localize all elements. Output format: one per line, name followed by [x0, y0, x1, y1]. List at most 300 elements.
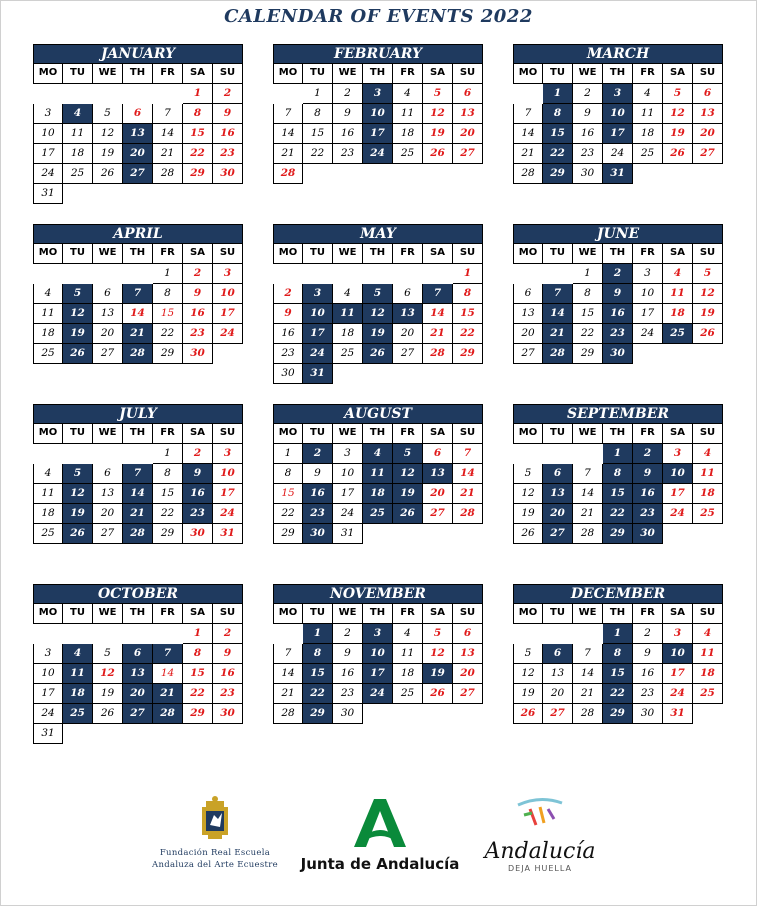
weekday-label: SA: [183, 64, 213, 84]
day-cell: 18: [33, 504, 63, 524]
day-cell: 4: [393, 84, 423, 104]
month-header: MARCH: [513, 44, 723, 64]
weekday-label: MO: [513, 64, 543, 84]
day-cell: 20: [93, 504, 123, 524]
day-cell: 6: [123, 104, 153, 124]
day-cell: 14: [573, 664, 603, 684]
day-cell: 30: [633, 704, 663, 724]
empty-cell: [93, 84, 123, 104]
empty-cell: [573, 444, 603, 464]
month-days-grid: [273, 64, 483, 184]
day-cell: 11: [63, 664, 93, 684]
weekday-label: MO: [513, 244, 543, 264]
day-cell: 27: [93, 344, 123, 364]
weekday-label: SA: [423, 64, 453, 84]
day-cell: 28: [573, 704, 603, 724]
empty-cell: [63, 264, 93, 284]
day-cell: 1: [183, 84, 213, 104]
day-cell: 1: [303, 624, 333, 644]
day-cell: 3: [663, 444, 693, 464]
day-cell: 12: [513, 484, 543, 504]
day-cell: 26: [693, 324, 723, 344]
weekday-label: MO: [513, 424, 543, 444]
day-cell: 3: [603, 84, 633, 104]
empty-cell: [93, 444, 123, 464]
day-cell: 28: [423, 344, 453, 364]
day-cell: 8: [183, 644, 213, 664]
day-cell: 29: [543, 164, 573, 184]
month-july: [33, 404, 243, 544]
day-cell: 21: [153, 684, 183, 704]
empty-cell: [273, 84, 303, 104]
day-cell: 9: [573, 104, 603, 124]
empty-cell: [273, 264, 303, 284]
day-cell: 26: [63, 344, 93, 364]
day-cell: 23: [213, 144, 243, 164]
day-cell: 25: [63, 164, 93, 184]
day-cell: 5: [63, 464, 93, 484]
day-cell: 19: [693, 304, 723, 324]
weekday-label: MO: [273, 64, 303, 84]
day-cell: 3: [33, 104, 63, 124]
day-cell: 16: [633, 484, 663, 504]
weekday-label: SU: [693, 604, 723, 624]
weekday-label: TU: [303, 604, 333, 624]
day-cell: 11: [633, 104, 663, 124]
day-cell: 15: [303, 664, 333, 684]
day-cell: 29: [183, 704, 213, 724]
day-cell: 11: [33, 304, 63, 324]
day-cell: 23: [633, 684, 663, 704]
day-cell: 27: [423, 504, 453, 524]
day-cell: 1: [153, 264, 183, 284]
day-cell: 24: [663, 504, 693, 524]
weekday-label: TU: [543, 604, 573, 624]
day-cell: 22: [603, 684, 633, 704]
day-cell: 22: [573, 324, 603, 344]
day-cell: 31: [33, 184, 63, 204]
weekday-label: SA: [183, 604, 213, 624]
weekday-label: TU: [303, 424, 333, 444]
month-days-grid: [513, 424, 723, 544]
weekday-label: TH: [123, 424, 153, 444]
day-cell: 10: [213, 464, 243, 484]
day-cell: 5: [363, 284, 393, 304]
day-cell: 10: [33, 664, 63, 684]
day-cell: 26: [363, 344, 393, 364]
month-days-grid: [33, 604, 243, 744]
weekday-label: FR: [153, 64, 183, 84]
weekday-label: FR: [633, 424, 663, 444]
weekday-label: SU: [453, 64, 483, 84]
day-cell: 3: [633, 264, 663, 284]
day-cell: 13: [693, 104, 723, 124]
day-cell: 26: [393, 504, 423, 524]
day-cell: 7: [423, 284, 453, 304]
day-cell: 22: [153, 504, 183, 524]
day-cell: 18: [33, 324, 63, 344]
day-cell: 15: [603, 664, 633, 684]
weekday-label: WE: [333, 244, 363, 264]
day-cell: 21: [573, 504, 603, 524]
day-cell: 22: [183, 684, 213, 704]
day-cell: 13: [453, 104, 483, 124]
day-cell: 22: [183, 144, 213, 164]
fundacion-logo: [140, 795, 290, 871]
weekday-label: WE: [93, 424, 123, 444]
day-cell: 18: [63, 684, 93, 704]
empty-cell: [273, 624, 303, 644]
day-cell: 7: [153, 644, 183, 664]
day-cell: 20: [93, 324, 123, 344]
day-cell: 21: [153, 144, 183, 164]
day-cell: 6: [543, 464, 573, 484]
empty-cell: [303, 264, 333, 284]
day-cell: 30: [183, 344, 213, 364]
weekday-label: MO: [513, 604, 543, 624]
weekday-label: FR: [633, 64, 663, 84]
day-cell: 19: [63, 504, 93, 524]
day-cell: 26: [513, 524, 543, 544]
empty-cell: [123, 264, 153, 284]
day-cell: 16: [183, 304, 213, 324]
day-cell: 8: [573, 284, 603, 304]
weekday-label: TU: [303, 244, 333, 264]
day-cell: 3: [303, 284, 333, 304]
day-cell: 5: [693, 264, 723, 284]
day-cell: 5: [423, 84, 453, 104]
day-cell: 8: [303, 644, 333, 664]
weekday-label: TU: [543, 424, 573, 444]
empty-cell: [93, 624, 123, 644]
month-may: [273, 224, 483, 384]
day-cell: 15: [273, 484, 303, 504]
day-cell: 2: [633, 624, 663, 644]
weekday-label: TH: [123, 244, 153, 264]
day-cell: 2: [183, 264, 213, 284]
day-cell: 23: [303, 504, 333, 524]
day-cell: 7: [543, 284, 573, 304]
day-cell: 13: [453, 644, 483, 664]
day-cell: 20: [123, 144, 153, 164]
day-cell: 17: [633, 304, 663, 324]
day-cell: 17: [333, 484, 363, 504]
day-cell: 14: [153, 124, 183, 144]
day-cell: 16: [303, 484, 333, 504]
day-cell: 24: [603, 144, 633, 164]
day-cell: 17: [213, 304, 243, 324]
day-cell: 28: [513, 164, 543, 184]
day-cell: 19: [423, 664, 453, 684]
day-cell: 9: [333, 644, 363, 664]
day-cell: 18: [633, 124, 663, 144]
day-cell: 3: [663, 624, 693, 644]
day-cell: 30: [333, 704, 363, 724]
day-cell: 5: [513, 464, 543, 484]
empty-cell: [63, 84, 93, 104]
day-cell: 16: [213, 664, 243, 684]
day-cell: 21: [273, 144, 303, 164]
day-cell: 12: [93, 124, 123, 144]
page-title: CALENDAR OF EVENTS 2022: [224, 6, 533, 27]
day-cell: 10: [363, 644, 393, 664]
day-cell: 25: [393, 144, 423, 164]
weekday-label: WE: [333, 64, 363, 84]
day-cell: 16: [183, 484, 213, 504]
day-cell: 13: [543, 664, 573, 684]
day-cell: 8: [543, 104, 573, 124]
empty-cell: [573, 624, 603, 644]
weekday-label: WE: [333, 604, 363, 624]
day-cell: 9: [633, 464, 663, 484]
empty-cell: [63, 624, 93, 644]
weekday-label: SA: [183, 244, 213, 264]
weekday-label: TH: [603, 604, 633, 624]
day-cell: 18: [363, 484, 393, 504]
day-cell: 22: [303, 684, 333, 704]
weekday-label: SU: [693, 64, 723, 84]
day-cell: 25: [363, 504, 393, 524]
empty-cell: [63, 444, 93, 464]
month-header: MAY: [273, 224, 483, 244]
day-cell: 8: [303, 104, 333, 124]
weekday-label: SA: [663, 604, 693, 624]
day-cell: 2: [603, 264, 633, 284]
day-cell: 15: [573, 304, 603, 324]
day-cell: 4: [363, 444, 393, 464]
day-cell: 12: [63, 484, 93, 504]
day-cell: 17: [303, 324, 333, 344]
day-cell: 14: [273, 124, 303, 144]
day-cell: 9: [213, 104, 243, 124]
month-november: [273, 584, 483, 724]
day-cell: 6: [453, 624, 483, 644]
day-cell: 6: [93, 464, 123, 484]
day-cell: 23: [633, 504, 663, 524]
day-cell: 25: [333, 344, 363, 364]
day-cell: 25: [33, 344, 63, 364]
day-cell: 3: [213, 264, 243, 284]
weekday-label: FR: [633, 244, 663, 264]
day-cell: 3: [333, 444, 363, 464]
day-cell: 23: [213, 684, 243, 704]
weekday-label: TH: [603, 424, 633, 444]
day-cell: 15: [183, 124, 213, 144]
month-days-grid: [33, 244, 243, 364]
empty-cell: [543, 264, 573, 284]
day-cell: 2: [213, 84, 243, 104]
day-cell: 19: [513, 504, 543, 524]
weekday-label: MO: [33, 244, 63, 264]
day-cell: 15: [453, 304, 483, 324]
day-cell: 1: [603, 444, 633, 464]
day-cell: 7: [453, 444, 483, 464]
weekday-label: WE: [573, 424, 603, 444]
day-cell: 10: [363, 104, 393, 124]
day-cell: 4: [33, 284, 63, 304]
day-cell: 25: [633, 144, 663, 164]
day-cell: 28: [453, 504, 483, 524]
day-cell: 24: [663, 684, 693, 704]
day-cell: 14: [543, 304, 573, 324]
day-cell: 17: [603, 124, 633, 144]
weekday-label: WE: [573, 64, 603, 84]
day-cell: 19: [393, 484, 423, 504]
weekday-label: MO: [273, 244, 303, 264]
day-cell: 19: [93, 684, 123, 704]
month-days-grid: [513, 64, 723, 184]
empty-cell: [33, 264, 63, 284]
month-june: [513, 224, 723, 364]
weekday-label: TH: [363, 604, 393, 624]
day-cell: 7: [513, 104, 543, 124]
day-cell: 6: [453, 84, 483, 104]
day-cell: 20: [543, 684, 573, 704]
day-cell: 11: [693, 644, 723, 664]
day-cell: 13: [513, 304, 543, 324]
day-cell: 13: [93, 484, 123, 504]
month-header: OCTOBER: [33, 584, 243, 604]
day-cell: 25: [63, 704, 93, 724]
month-days-grid: [33, 64, 243, 204]
day-cell: 24: [213, 324, 243, 344]
day-cell: 23: [333, 144, 363, 164]
weekday-label: FR: [393, 604, 423, 624]
day-cell: 24: [33, 704, 63, 724]
weekday-label: TU: [303, 64, 333, 84]
day-cell: 25: [663, 324, 693, 344]
empty-cell: [153, 84, 183, 104]
month-header: APRIL: [33, 224, 243, 244]
day-cell: 30: [603, 344, 633, 364]
day-cell: 14: [153, 664, 183, 684]
day-cell: 20: [423, 484, 453, 504]
weekday-label: TU: [63, 244, 93, 264]
month-september: [513, 404, 723, 544]
day-cell: 8: [273, 464, 303, 484]
weekday-label: MO: [273, 604, 303, 624]
day-cell: 12: [423, 104, 453, 124]
day-cell: 30: [573, 164, 603, 184]
day-cell: 27: [453, 144, 483, 164]
day-cell: 17: [213, 484, 243, 504]
day-cell: 28: [123, 524, 153, 544]
month-header: JULY: [33, 404, 243, 424]
day-cell: 30: [213, 164, 243, 184]
empty-cell: [33, 444, 63, 464]
month-april: [33, 224, 243, 364]
day-cell: 4: [633, 84, 663, 104]
day-cell: 12: [693, 284, 723, 304]
day-cell: 31: [333, 524, 363, 544]
weekday-label: SA: [663, 424, 693, 444]
month-march: [513, 44, 723, 184]
weekday-label: TU: [63, 64, 93, 84]
day-cell: 7: [123, 464, 153, 484]
day-cell: 19: [663, 124, 693, 144]
month-days-grid: [33, 424, 243, 544]
empty-cell: [33, 624, 63, 644]
month-october: [33, 584, 243, 744]
day-cell: 19: [423, 124, 453, 144]
weekday-label: TH: [123, 604, 153, 624]
weekday-label: SA: [423, 604, 453, 624]
day-cell: 29: [273, 524, 303, 544]
day-cell: 6: [543, 644, 573, 664]
day-cell: 9: [633, 644, 663, 664]
weekday-label: SU: [213, 64, 243, 84]
empty-cell: [423, 264, 453, 284]
weekday-label: WE: [93, 604, 123, 624]
weekday-label: TU: [543, 244, 573, 264]
day-cell: 11: [393, 644, 423, 664]
day-cell: 16: [633, 664, 663, 684]
day-cell: 22: [543, 144, 573, 164]
day-cell: 12: [363, 304, 393, 324]
day-cell: 17: [33, 684, 63, 704]
weekday-label: SU: [693, 244, 723, 264]
day-cell: 10: [663, 644, 693, 664]
day-cell: 29: [603, 524, 633, 544]
day-cell: 14: [123, 304, 153, 324]
day-cell: 28: [123, 344, 153, 364]
day-cell: 21: [543, 324, 573, 344]
weekday-label: FR: [393, 244, 423, 264]
day-cell: 21: [453, 484, 483, 504]
day-cell: 27: [543, 524, 573, 544]
day-cell: 30: [303, 524, 333, 544]
day-cell: 2: [213, 624, 243, 644]
day-cell: 1: [453, 264, 483, 284]
weekday-label: TU: [63, 424, 93, 444]
day-cell: 13: [93, 304, 123, 324]
weekday-label: SU: [213, 244, 243, 264]
day-cell: 16: [603, 304, 633, 324]
day-cell: 15: [153, 304, 183, 324]
day-cell: 5: [93, 104, 123, 124]
day-cell: 8: [183, 104, 213, 124]
day-cell: 25: [33, 524, 63, 544]
weekday-label: TU: [543, 64, 573, 84]
day-cell: 1: [183, 624, 213, 644]
weekday-label: SA: [423, 244, 453, 264]
month-days-grid: [273, 244, 483, 384]
day-cell: 4: [693, 444, 723, 464]
empty-cell: [543, 624, 573, 644]
day-cell: 29: [183, 164, 213, 184]
weekday-label: WE: [573, 244, 603, 264]
day-cell: 4: [333, 284, 363, 304]
day-cell: 28: [273, 164, 303, 184]
day-cell: 22: [453, 324, 483, 344]
day-cell: 15: [543, 124, 573, 144]
day-cell: 14: [513, 124, 543, 144]
day-cell: 27: [393, 344, 423, 364]
day-cell: 17: [363, 124, 393, 144]
andalucia-label: Andalucía: [484, 839, 596, 864]
day-cell: 5: [93, 644, 123, 664]
day-cell: 3: [213, 444, 243, 464]
day-cell: 30: [183, 524, 213, 544]
day-cell: 18: [663, 304, 693, 324]
day-cell: 24: [213, 504, 243, 524]
day-cell: 14: [423, 304, 453, 324]
day-cell: 21: [423, 324, 453, 344]
day-cell: 10: [333, 464, 363, 484]
weekday-label: MO: [33, 424, 63, 444]
day-cell: 13: [393, 304, 423, 324]
day-cell: 4: [663, 264, 693, 284]
